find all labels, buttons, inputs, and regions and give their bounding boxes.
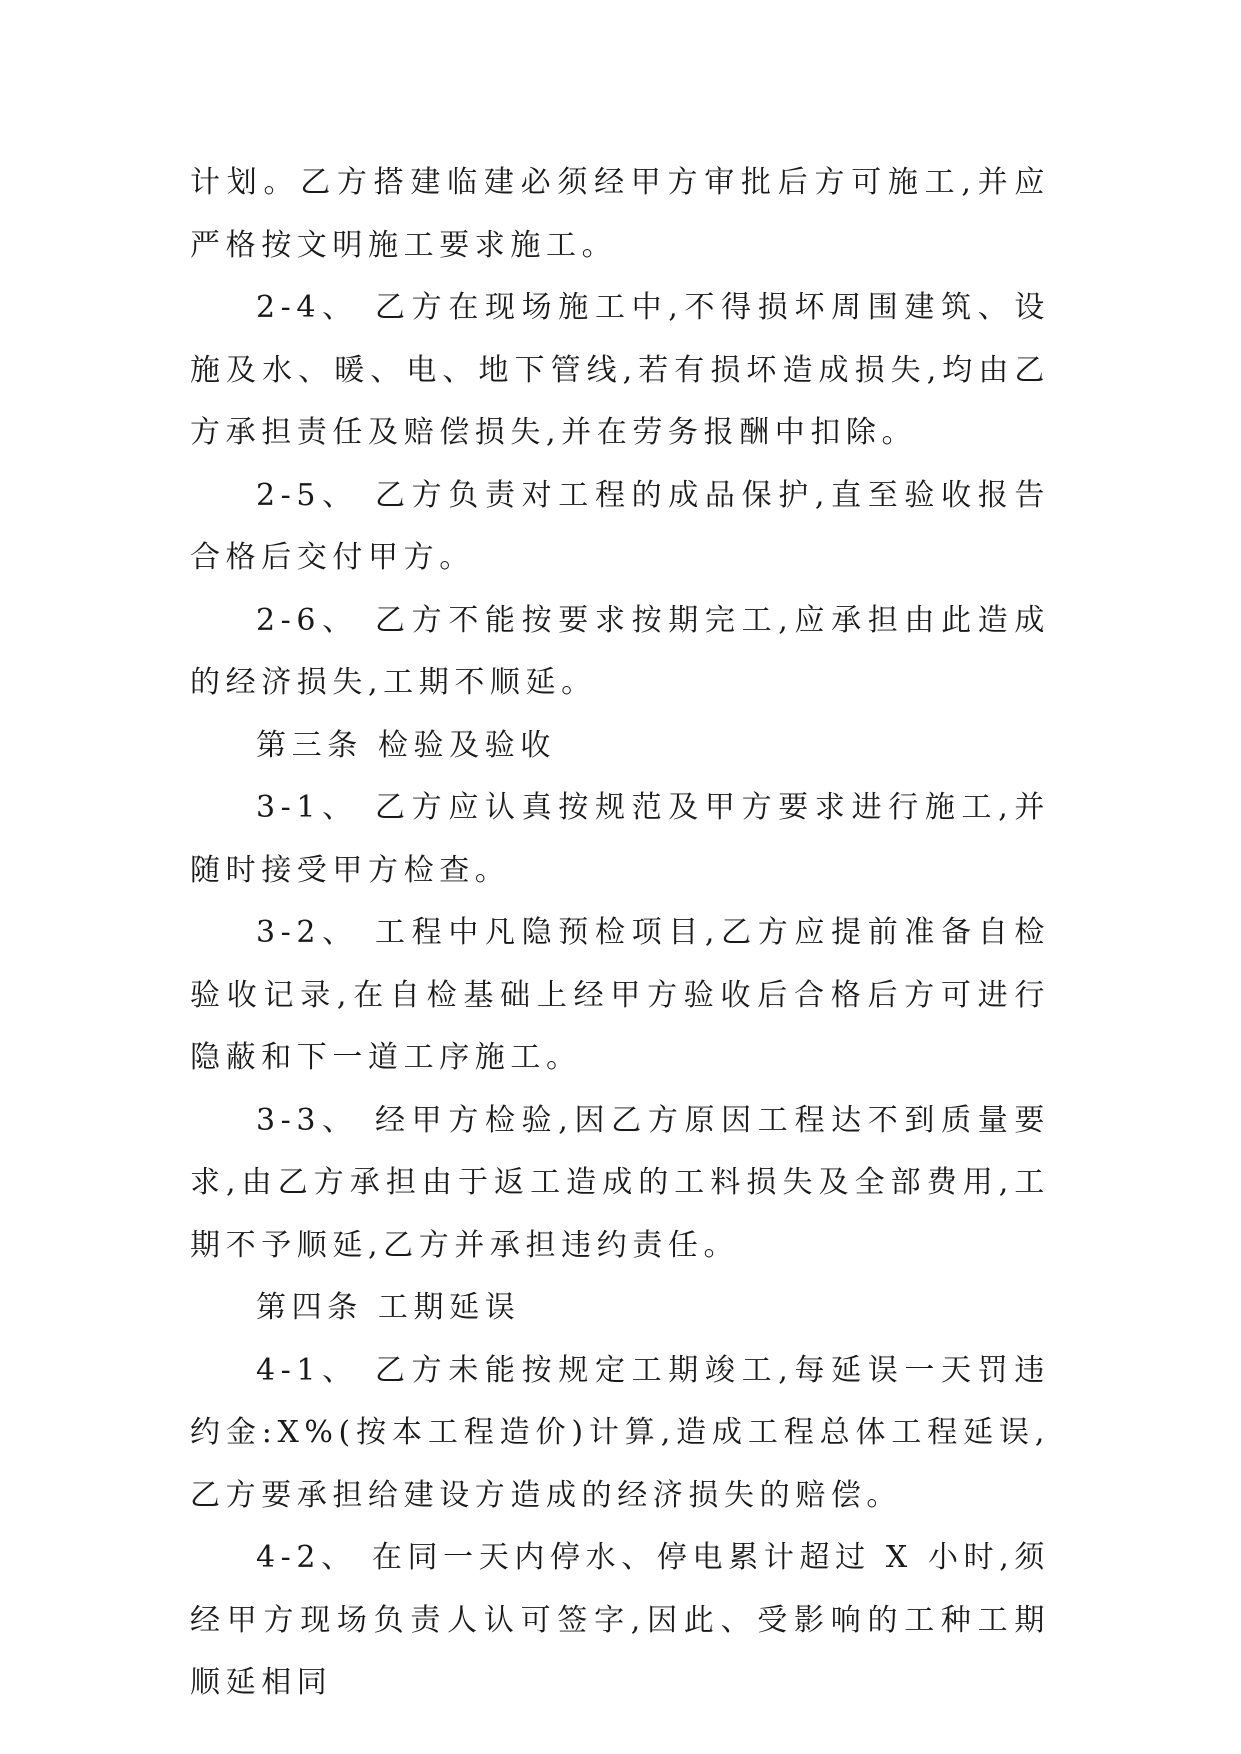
clause-4-1: 4-1、 乙方未能按规定工期竣工,每延误一天罚违约金:X%(按本工程造价)计算,造成工程总体工程延误,乙方要承担给建设方造成的经济损失的赔偿。 (190, 1352, 1050, 1513)
clause-3-2: 3-2、 工程中凡隐预检项目,乙方应提前准备自检验收记录,在自检基础上经甲方验收后合格后方可进行隐蔽和下一道工序施工。 (190, 915, 1050, 1075)
clause-2-4: 2-4、 乙方在现场施工中,不得损坏周围建筑、设施及水、暖、电、地下管线,若有损坏造成损失,均由乙方承担责任及赔偿损失,并在劳务报酬中扣除。 (190, 290, 1050, 450)
clause-3-3: 3-3、 经甲方检验,因乙方原因工程达不到质量要求,由乙方承担由于返工造成的工料损失及全部费用,工期不予顺延,乙方并承担违约责任。 (190, 1102, 1050, 1263)
article-3-heading: 第三条 检验及验收 (256, 727, 556, 763)
clause-2-6: 2-6、 乙方不能按要求按期完工,应承担由此造成的经济损失,工期不顺延。 (190, 602, 1050, 700)
clause-4-2: 4-2、 在同一天内停水、停电累计超过 X 小时,须经甲方现场负责人认可签字,因此、受影响的工种工期顺延相同 (190, 1540, 1050, 1700)
clause-3-1: 3-1、 乙方应认真按规范及甲方要求进行施工,并随时接受甲方检查。 (190, 790, 1050, 888)
clause-2-5: 2-5、 乙方负责对工程的成品保护,直至验收报告合格后交付甲方。 (190, 477, 1050, 575)
article-4-heading: 第四条 工期延误 (256, 1290, 521, 1325)
document-body (190, 152, 1050, 1715)
paragraph-continuation: 计划。乙方搭建临建必须经甲方审批后方可施工,并应严格按文明施工要求施工。 (190, 165, 1050, 263)
